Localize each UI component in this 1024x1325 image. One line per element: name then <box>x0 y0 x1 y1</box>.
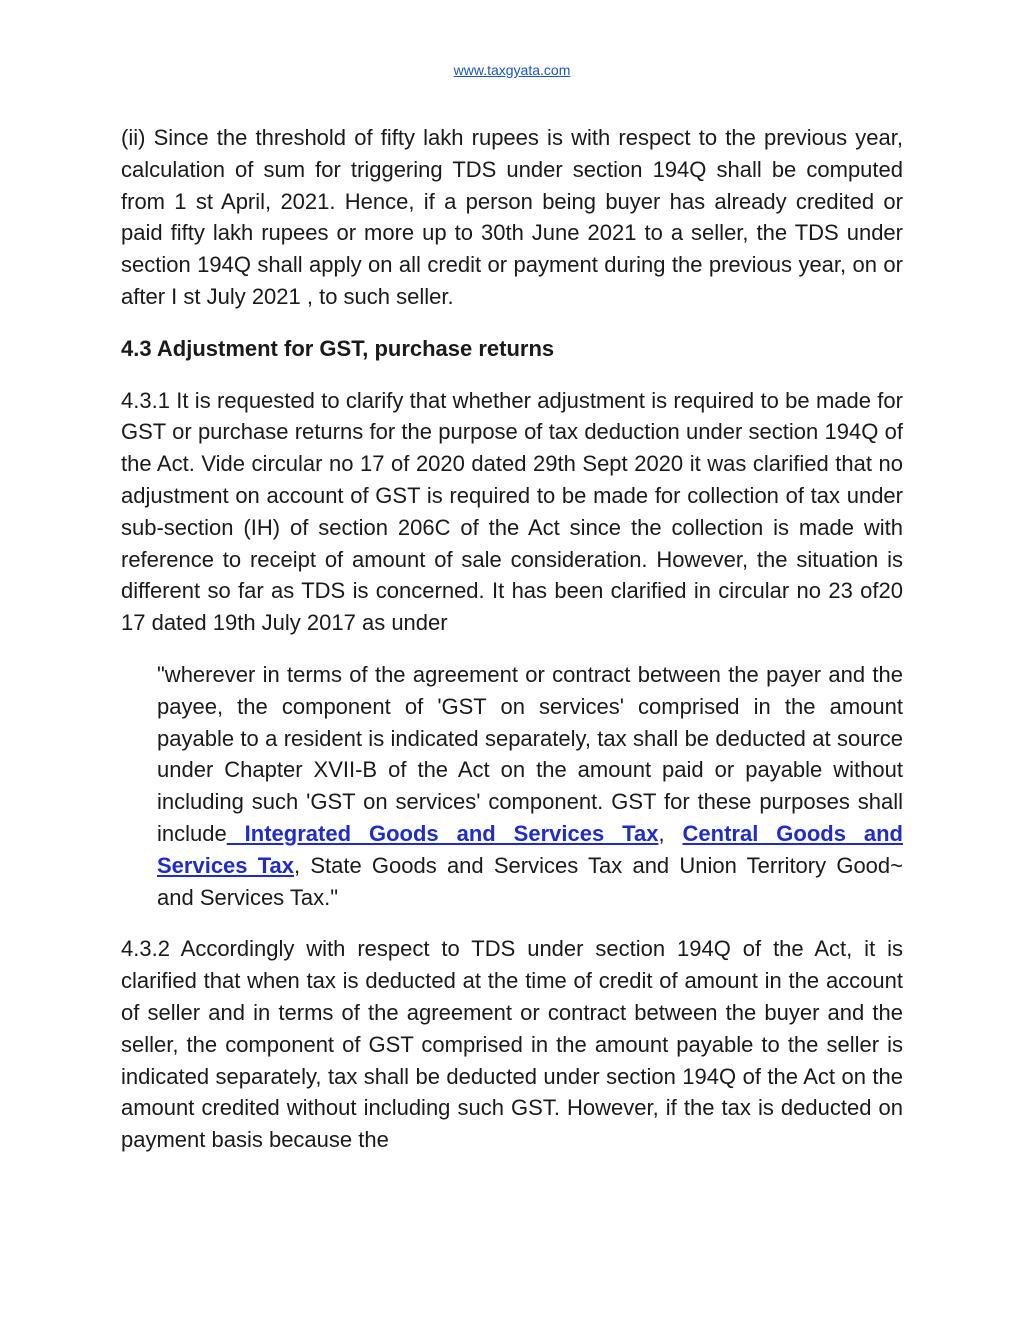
quote-text-part1: "wherever in terms of the agreement or contract between the payer and the payee, the component of 'GST on services' comprised in the amount payable to a resident is indicated separately, tax shall be deducted at source under Chapter XVII-B of the Act on the amount paid or payable without including such 'GST on services' component. GST for these purposes shall include <box>157 661 903 846</box>
paragraph-ii: (ii) Since the threshold of fifty lakh rupees is with respect to the previous year, calculation of sum for triggering TDS under section 194Q shall be computed from 1 st April, 2021. Hence, if a person being buyer has already credited or paid fifty lakh rupees or more up to 30th June 2021 to a seller, the TDS under section 194Q shall apply on all credit or payment during the previous year, on or after I st July 2021 , to such seller. <box>121 125 903 309</box>
section-heading-4-3: 4.3 Adjustment for GST, purchase returns <box>121 335 555 361</box>
paragraph-4-3-2: 4.3.2 Accordingly with respect to TDS under section 194Q of the Act, it is clarified that when tax is deducted at the time of credit of amount in the account of seller and in terms of the agreement or contract between the buyer and the seller, the component of GST comprised in the amount payable to the seller is indicated separately, tax shall be deducted under section 194Q of the Act on the amount credited without including such GST. However, if the tax is deducted on payment basis because the <box>121 936 903 1153</box>
circular-quote <box>157 659 903 913</box>
quote-separator: , <box>658 820 683 846</box>
quote-text-part2: , State Goods and Services Tax and Union Territory Good~ and Services Tax." <box>157 852 903 910</box>
central-gst-link[interactable]: Central Goods and Services Tax <box>157 820 903 878</box>
document-body <box>121 122 903 1156</box>
site-link[interactable]: www.taxgyata.com <box>453 62 571 78</box>
paragraph-4-3-1: 4.3.1 It is requested to clarify that whether adjustment is required to be made for GST or purchase returns for the purpose of tax deduction under section 194Q of the Act. Vide circular no 17 of 2020 dated 29th Sept 2020 it was clarified that no adjustment on account of GST is required to be made for collection of tax under sub-section (IH) of section 206C of the Act since the collection is made with reference to receipt of amount of sale consideration. However, the situation is different so far as TDS is concerned. It has been clarified in circular no 23 of20 17 dated 19th July 2017 as under <box>121 387 903 636</box>
integrated-gst-link[interactable]: Integrated Goods and Services Tax <box>226 820 659 846</box>
